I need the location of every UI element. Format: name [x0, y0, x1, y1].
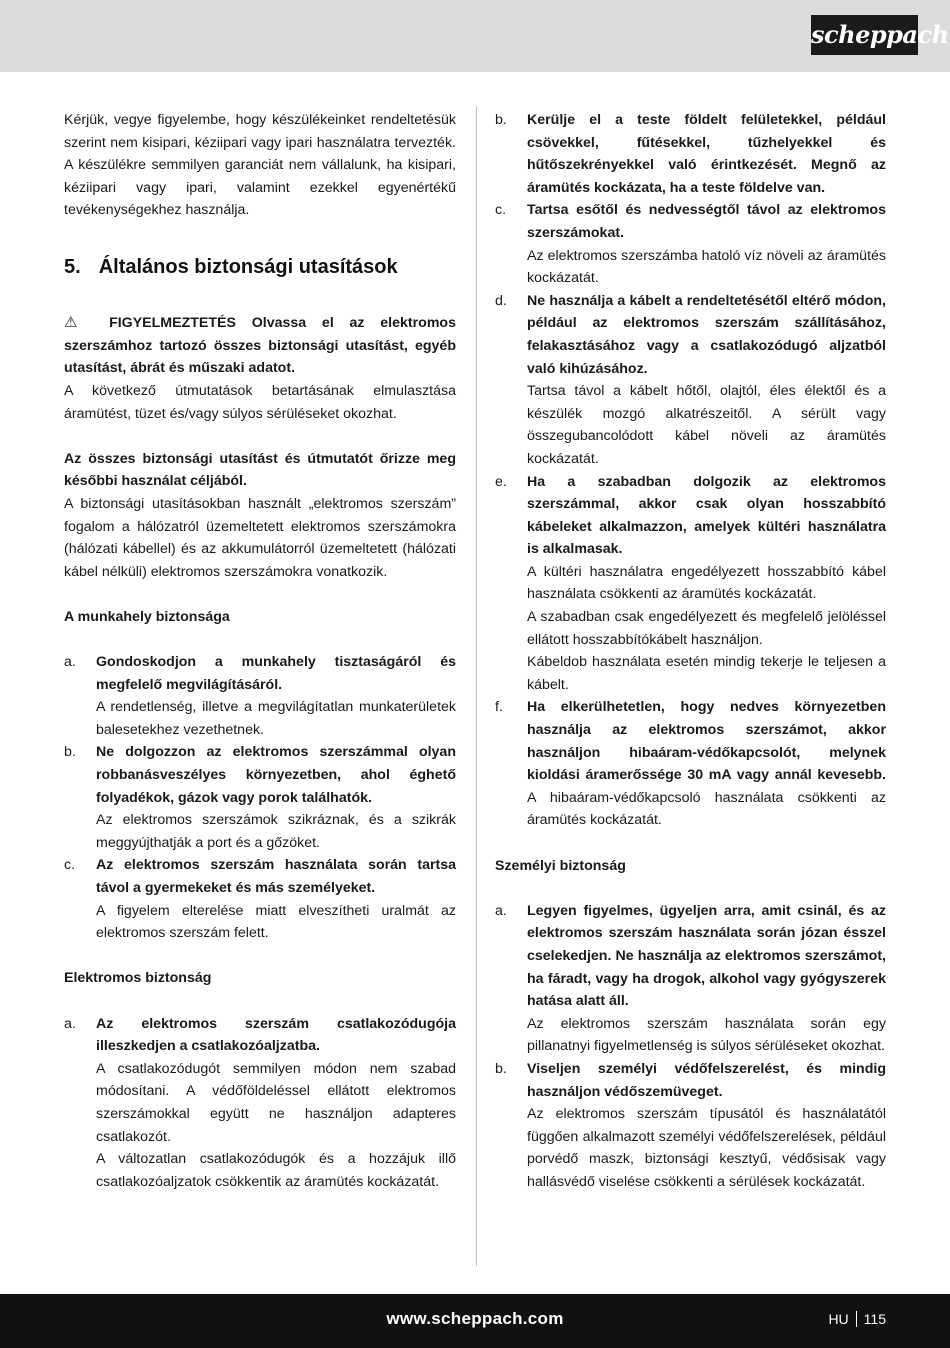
- list-item-combined: [527, 696, 886, 832]
- list-item-bold: Kerülje el a teste földelt felületekkel, például csövekkel, fűtésekkel, tűzhelyekkel és hűtőszekrényekkel való érintkezését. Megnő az áramütés kockázata, ha a teste földelve van.: [527, 112, 886, 196]
- list-item: [495, 199, 886, 289]
- header-bar: [0, 0, 950, 72]
- warning-text: A következő útmutatások betartásának elmulasztása áramütést, tüzet és/vagy súlyos sérüléseket okozhat.: [64, 382, 456, 422]
- warning-triangle-icon: ⚠: [64, 314, 90, 332]
- list-item-label: d.: [495, 292, 507, 309]
- keep-instructions-bold: Az összes biztonsági utasítást és útmutatót őrizze meg későbbi használat céljából.: [64, 450, 456, 490]
- section-heading: [64, 245, 456, 290]
- left-column: [64, 109, 456, 1193]
- list-item-label: a.: [64, 654, 76, 671]
- list-item: [64, 854, 456, 944]
- page-number: [828, 1294, 886, 1344]
- list-item: [64, 741, 456, 854]
- list-item-text: Az elektromos szerszámba hatoló víz növeli az áramütés kockázatát.: [527, 247, 886, 287]
- scheppach-logo: scheppach: [811, 15, 918, 55]
- list-item-bold: Ne használja a kábelt a rendeltetésétől eltérő módon, például az elektromos szerszám szállításához, felakasztásához vagy a csatlakozódugó aljzatból való kihúzásához.: [527, 292, 886, 377]
- list-item: [495, 109, 886, 199]
- workplace-heading: A munkahely biztonsága: [64, 608, 230, 625]
- list-item: [64, 1013, 456, 1194]
- list-item-bold: Legyen figyelmes, ügyeljen arra, amit csinál, és az elektromos szerszám használata során józan ésszel cselekedjen. Ne használja az elektromos szerszámot, ha fáradt, vagy ha drogok, alkohol vagy gyógyszerek hatása alatt áll.: [527, 902, 886, 1010]
- list-item-label: b.: [495, 112, 507, 128]
- list-item-text: Tartsa távol a kábelt hőtől, olajtól, éles élektől és a készülék mozgó alkatrészeitől. A sérült vagy összegubancolódott kábel növeli az áramütés kockázatát.: [527, 383, 886, 467]
- list-item-bold: Ne dolgozzon az elektromos szerszámmal olyan robbanásveszélyes környezetben, ahol éghető folyadékok, gázok vagy porok találhatók.: [96, 744, 456, 806]
- list-item: [495, 1058, 886, 1194]
- list-item-label: c.: [495, 202, 507, 219]
- list-item-label: a.: [495, 902, 507, 919]
- list-item-text: A figyelem elterelése miatt elveszítheti uralmát az elektromos szerszám felett.: [96, 902, 456, 942]
- list-item-label: f.: [495, 699, 503, 716]
- list-item: [495, 696, 886, 832]
- list-item-label: b.: [64, 744, 76, 761]
- list-item-text: A kültéri használatra engedélyezett hosszabbító kábel használata csökkenti az áramütés kockázatát.: [527, 563, 886, 603]
- list-item: [64, 651, 456, 741]
- list-item-text: A szabadban csak engedélyezett és megfelelő jelöléssel ellátott hosszabbítókábelt használjon.: [527, 609, 886, 648]
- keep-instructions-text: A biztonsági utasításokban használt „elektromos szerszám” fogalom a hálózatról üzemeltetett elektromos szerszámokra (hálózati kábellel) és az akkumulátorról üzemeltetett (hálózati kábel nélküli) elektromos szerszámokra vonatkozik.: [64, 495, 456, 580]
- list-item: [495, 900, 886, 1058]
- list-item-text: Kábeldob használata esetén mindig tekerje le teljesen a kábelt.: [527, 654, 886, 693]
- list-item-bold: Tartsa esőtől és nedvességtől távol az elektromos szerszámokat.: [527, 202, 886, 241]
- list-item-text: A csatlakozódugót semmilyen módon nem szabad módosítani. A védőföldeléssel ellátott elektromos szerszámokkal együtt ne használjon adapteres csatlakozót.: [96, 1060, 456, 1145]
- column-divider: [476, 106, 477, 1266]
- list-item-bold: Az elektromos szerszám használata során tartsa távol a gyermekeket és más személyeket.: [96, 857, 456, 896]
- list-item-label: e.: [495, 473, 507, 490]
- footer-bar: [0, 1294, 950, 1348]
- list-item-text: Az elektromos szerszám típusától és használatától függően alkalmazott személyi védőfelszerelések, például porvédő maszk, biztonsági kesztyű, védősisak vagy hallásvédő viselése csökkenti a sérülések kockázatát.: [527, 1106, 886, 1190]
- language-code: HU: [828, 1311, 849, 1327]
- electrical-heading: Elektromos biztonság: [64, 970, 212, 987]
- list-item-label: b.: [495, 1060, 507, 1077]
- list-item-text: Az elektromos szerszám használata során egy pillanatnyi figyelmetlenség is súlyos sérüléseket okozhat.: [527, 1015, 886, 1055]
- website-link[interactable]: www.scheppach.com: [386, 1309, 564, 1328]
- warning-bold-text: FIGYELMEZTETÉS Olvassa el az elektromos szerszámhoz tartozó összes biztonsági utasítást, egyéb utasítást, ábrát és műszaki adatot.: [64, 315, 456, 377]
- right-column: [495, 109, 886, 1194]
- list-item-text: A hibaáram-védőkapcsoló használata csökkenti az áramütés kockázatát.: [527, 789, 886, 829]
- list-item-bold: Ha a szabadban dolgozik az elektromos szerszámmal, akkor csak olyan hosszabbító kábeleket alkalmazzon, amelyek kültéri használatra is alkalmasak.: [527, 473, 886, 558]
- list-item: [495, 290, 886, 471]
- section-title: Általános biztonsági utasítások: [98, 255, 398, 278]
- list-item-text: A rendetlenség, illetve a megvilágítatlan munkaterületek balesetekhez vezethetnek.: [96, 699, 456, 738]
- list-item-bold: Az elektromos szerszám csatlakozódugója illeszkedjen a csatlakozóaljzatba.: [96, 1015, 456, 1055]
- section-number: 5.: [64, 255, 81, 278]
- page-separator: [856, 1311, 857, 1327]
- personal-heading: Személyi biztonság: [495, 857, 626, 874]
- list-item-label: c.: [64, 857, 76, 874]
- list-item-label: a.: [64, 1015, 76, 1032]
- list-item-bold: Gondoskodjon a munkahely tisztaságáról és megfelelő megvilágításáról.: [96, 654, 456, 693]
- list-item-text: A változatlan csatlakozódugók és a hozzájuk illő csatlakozóaljzatok csökkentik az áramütés kockázatát.: [96, 1151, 456, 1190]
- list-item-bold: Viseljen személyi védőfelszerelést, és mindig használjon védőszemüveget.: [527, 1060, 886, 1100]
- page-number-value: 115: [863, 1311, 886, 1327]
- intro-paragraph: Kérjük, vegye figyelembe, hogy készülékeinket rendeltetésük szerint nem kisipari, kéziipari vagy ipari használatra tervezték. A készülékre semmilyen garanciát nem vállalunk, ha kisipari, kéziipari vagy ipari, valamint ezekkel egyenértékű tevékenységekhez használja.: [64, 112, 456, 219]
- warning-block: [64, 312, 456, 380]
- list-item-bold: Ha elkerülhetetlen, hogy nedves környezetben használja az elektromos szerszámot, akkor használjon hibaáram-védőkapcsolót, melynek kioldási áramerőssége 30 mA vagy annál kevesebb.: [527, 699, 886, 784]
- list-item: [495, 471, 886, 697]
- list-item-text: Az elektromos szerszámok szikráznak, és a szikrák meggyújthatják a port és a gőzöket.: [96, 812, 456, 851]
